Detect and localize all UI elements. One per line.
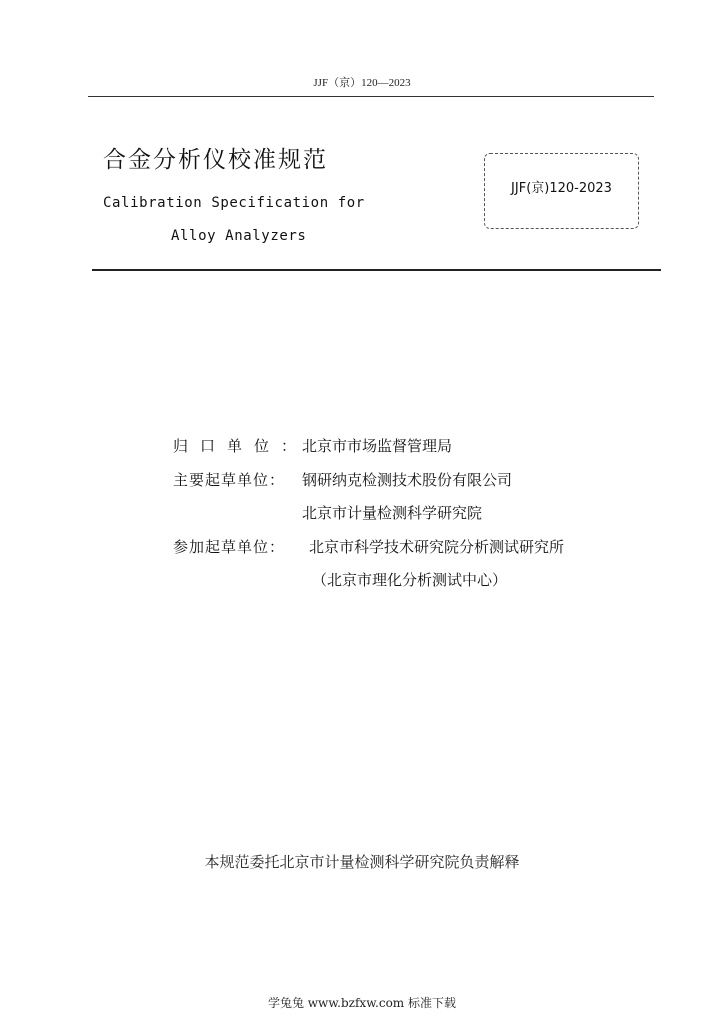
main-drafting-unit-1: 钢研纳克检测技术股份有限公司 — [302, 471, 513, 489]
responsible-unit-label: 归口单位： — [173, 437, 309, 455]
interpretation-note: 本规范委托北京市计量检测科学研究院负责解释 — [204, 853, 520, 871]
main-divider — [92, 269, 661, 271]
participating-unit-1: 北京市科学技术研究院分析测试研究所 — [309, 538, 565, 556]
standard-code-box-text: JJF(京)120-2023 — [511, 181, 612, 196]
main-drafting-unit-2: 北京市计量检测科学研究院 — [302, 504, 483, 522]
title-english-line1: Calibration Specification for — [103, 195, 365, 211]
footer-watermark: 学兔兔 www.bzfxw.com 标准下载 — [267, 996, 457, 1010]
title-english-line2: Alloy Analyzers — [171, 228, 307, 244]
header-standard-code: JJF（京）120—2023 — [313, 77, 411, 89]
participating-unit-1-alias: （北京市理化分析测试中心） — [312, 571, 508, 589]
participating-units-label: 参加起草单位： — [173, 538, 286, 556]
title-chinese: 合金分析仪校准规范 — [103, 147, 328, 173]
header-divider — [88, 96, 654, 97]
responsible-unit-value: 北京市市场监督管理局 — [302, 437, 453, 455]
main-drafting-units-label: 主要起草单位： — [173, 471, 286, 489]
